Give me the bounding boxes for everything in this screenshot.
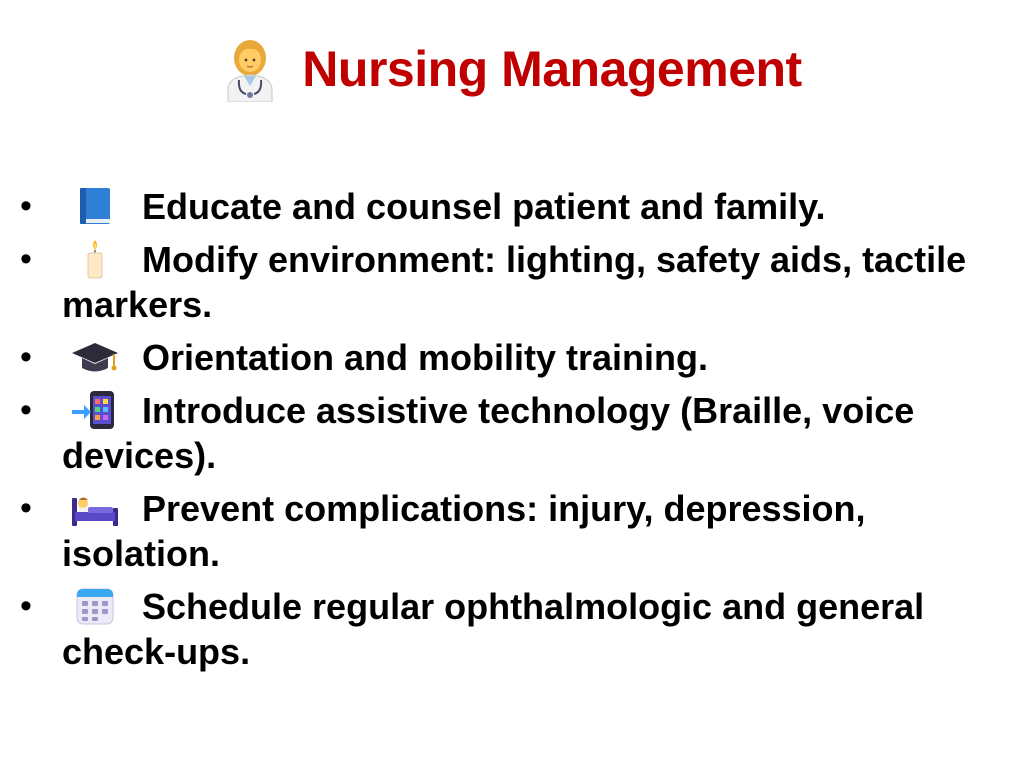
bullet-text: Modify environment: lighting, safety aids, tactile markers. [62, 239, 967, 325]
list-item [0, 388, 1024, 478]
list-item [0, 237, 1024, 327]
bullet-text: Schedule regular ophthalmologic and general check-ups. [62, 586, 925, 672]
page-title: Nursing Management [302, 41, 802, 97]
list-item [0, 486, 1024, 576]
graduation-cap-icon [70, 337, 120, 377]
bullet-text: Introduce assistive technology (Braille, voice devices). [62, 390, 915, 476]
blue-book-icon [70, 186, 120, 226]
list-item [0, 584, 1024, 674]
bed-person-icon [70, 488, 120, 528]
female-health-worker-icon [222, 36, 278, 102]
title-row [0, 34, 1024, 104]
list-item [0, 335, 1024, 380]
candle-icon [70, 239, 120, 279]
bullet-text: Educate and counsel patient and family. [142, 186, 826, 227]
calendar-icon [70, 586, 120, 626]
mobile-phone-arrow-icon [70, 390, 120, 430]
list-item [0, 184, 1024, 229]
bullet-text: Prevent complications: injury, depression, isolation. [62, 488, 866, 574]
bullet-text: Orientation and mobility training. [142, 337, 709, 378]
bullet-list [0, 184, 1024, 682]
